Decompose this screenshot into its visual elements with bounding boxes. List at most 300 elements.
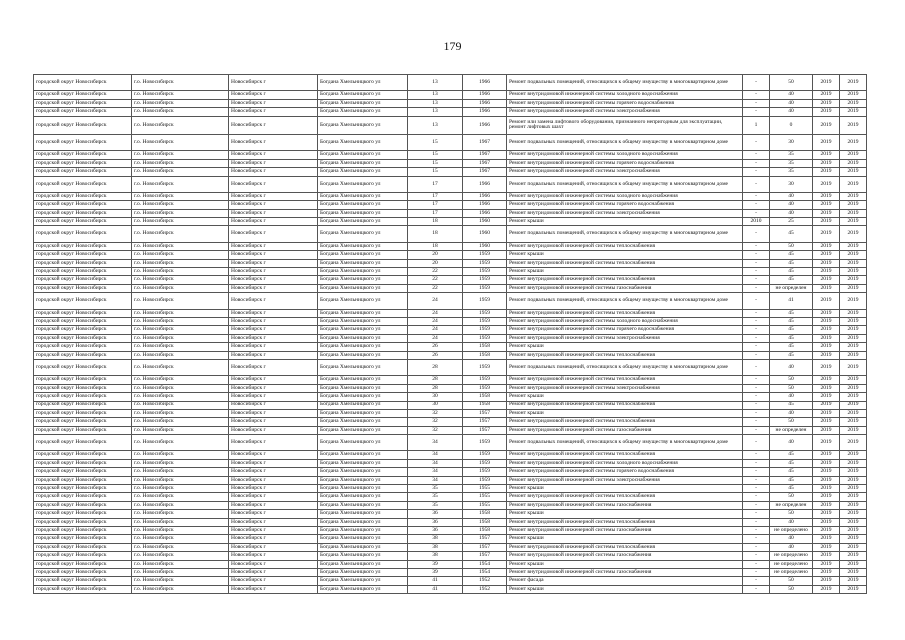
work-type-cell: Ремонт крыши (507, 485, 743, 493)
table-row (34, 293, 867, 309)
house-number-cell: 38 (408, 535, 463, 543)
plan-start-year-cell: 2019 (813, 309, 840, 317)
work-type-cell: Ремонт подвальных помещений, относящихся к общему имуществу в многоквартирном доме (507, 226, 743, 242)
work-type-cell: Ремонт внутридомовой инженерной системы холодного водоснабжения (507, 151, 743, 159)
work-type-cell: Ремонт внутридомовой инженерной системы холодного водоснабжения (507, 91, 743, 99)
street-cell: Богдана Хмельницкого ул (318, 543, 408, 551)
table-row (34, 309, 867, 317)
build-year-cell: 1957 (463, 409, 507, 417)
build-year-cell: 1960 (463, 218, 507, 226)
city-cell: Новосибирск г (229, 309, 318, 317)
plan-start-year-cell: 2019 (813, 468, 840, 476)
build-year-cell: 1959 (463, 468, 507, 476)
municipality-cell: г.о. Новосибирск (132, 209, 229, 217)
last-repair-cell: - (743, 535, 770, 543)
city-cell: Новосибирск г (229, 91, 318, 99)
plan-start-year-cell: 2019 (813, 134, 840, 150)
plan-start-year-cell: 2019 (813, 218, 840, 226)
city-cell: Новосибирск г (229, 176, 318, 192)
district-cell: городской округ Новосибирск (34, 476, 132, 484)
wear-cell: 40 (770, 435, 813, 451)
street-cell: Богдана Хмельницкого ул (318, 485, 408, 493)
build-year-cell: 1958 (463, 351, 507, 359)
work-type-cell: Ремонт внутридомовой инженерной системы газоснабжения (507, 284, 743, 292)
build-year-cell: 1966 (463, 192, 507, 200)
build-year-cell: 1960 (463, 226, 507, 242)
work-type-cell: Ремонт внутридомовой инженерной системы теплоснабжения (507, 276, 743, 284)
house-number-cell: 13 (408, 108, 463, 116)
wear-cell: 40 (770, 535, 813, 543)
municipality-cell: г.о. Новосибирск (132, 192, 229, 200)
work-type-cell: Ремонт внутридомовой инженерной системы холодного водоснабжения (507, 317, 743, 325)
municipality-cell: г.о. Новосибирск (132, 317, 229, 325)
table-row (34, 518, 867, 526)
build-year-cell: 1958 (463, 526, 507, 534)
city-cell: Новосибирск г (229, 226, 318, 242)
city-cell: Новосибирск г (229, 376, 318, 384)
city-cell: Новосибирск г (229, 435, 318, 451)
work-type-cell: Ремонт крыши (507, 510, 743, 518)
work-type-cell: Ремонт крыши (507, 535, 743, 543)
plan-start-year-cell: 2019 (813, 176, 840, 192)
plan-start-year-cell: 2019 (813, 476, 840, 484)
plan-start-year-cell: 2019 (813, 543, 840, 551)
table-row (34, 501, 867, 509)
work-type-cell: Ремонт внутридомовой инженерной системы газоснабжения (507, 526, 743, 534)
table-row (34, 568, 867, 576)
district-cell: городской округ Новосибирск (34, 201, 132, 209)
wear-cell: 35 (770, 159, 813, 167)
table-row (34, 393, 867, 401)
house-number-cell: 18 (408, 242, 463, 250)
street-cell: Богдана Хмельницкого ул (318, 116, 408, 134)
street-cell: Богдана Хмельницкого ул (318, 268, 408, 276)
municipality-cell: г.о. Новосибирск (132, 468, 229, 476)
municipality-cell: г.о. Новосибирск (132, 176, 229, 192)
plan-start-year-cell: 2019 (813, 201, 840, 209)
city-cell: Новосибирск г (229, 485, 318, 493)
last-repair-cell: - (743, 468, 770, 476)
last-repair-cell: - (743, 568, 770, 576)
last-repair-cell: - (743, 201, 770, 209)
municipality-cell: г.о. Новосибирск (132, 585, 229, 593)
wear-cell: не определен (770, 284, 813, 292)
city-cell: Новосибирск г (229, 209, 318, 217)
plan-start-year-cell: 2019 (813, 485, 840, 493)
build-year-cell: 1959 (463, 259, 507, 267)
plan-end-year-cell: 2019 (840, 560, 867, 568)
wear-cell: 35 (770, 151, 813, 159)
plan-start-year-cell: 2019 (813, 401, 840, 409)
wear-cell: 41 (770, 293, 813, 309)
plan-end-year-cell: 2019 (840, 242, 867, 250)
build-year-cell: 1959 (463, 376, 507, 384)
last-repair-cell: - (743, 476, 770, 484)
district-cell: городской округ Новосибирск (34, 526, 132, 534)
district-cell: городской округ Новосибирск (34, 168, 132, 176)
plan-start-year-cell: 2019 (813, 276, 840, 284)
plan-end-year-cell: 2019 (840, 418, 867, 426)
table-row (34, 376, 867, 384)
street-cell: Богдана Хмельницкого ул (318, 259, 408, 267)
last-repair-cell: - (743, 75, 770, 91)
district-cell: городской округ Новосибирск (34, 91, 132, 99)
work-type-cell: Ремонт внутридомовой инженерной системы горячего водоснабжения (507, 326, 743, 334)
city-cell: Новосибирск г (229, 343, 318, 351)
street-cell: Богдана Хмельницкого ул (318, 226, 408, 242)
plan-start-year-cell: 2019 (813, 451, 840, 459)
wear-cell: не определено (770, 552, 813, 560)
city-cell: Новосибирск г (229, 151, 318, 159)
last-repair-cell: - (743, 108, 770, 116)
district-cell: городской округ Новосибирск (34, 535, 132, 543)
street-cell: Богдана Хмельницкого ул (318, 476, 408, 484)
build-year-cell: 1959 (463, 451, 507, 459)
street-cell: Богдана Хмельницкого ул (318, 192, 408, 200)
wear-cell: 40 (770, 192, 813, 200)
wear-cell: 50 (770, 242, 813, 250)
table-row (34, 585, 867, 593)
build-year-cell: 1954 (463, 568, 507, 576)
plan-start-year-cell: 2019 (813, 293, 840, 309)
table-row (34, 510, 867, 518)
build-year-cell: 1958 (463, 343, 507, 351)
build-year-cell: 1959 (463, 317, 507, 325)
wear-cell: 45 (770, 276, 813, 284)
wear-cell: 40 (770, 393, 813, 401)
city-cell: Новосибирск г (229, 426, 318, 434)
municipality-cell: г.о. Новосибирск (132, 251, 229, 259)
street-cell: Богдана Хмельницкого ул (318, 75, 408, 91)
plan-start-year-cell: 2019 (813, 259, 840, 267)
work-type-cell: Ремонт внутридомовой инженерной системы электроснабжения (507, 334, 743, 342)
build-year-cell: 1959 (463, 284, 507, 292)
district-cell: городской округ Новосибирск (34, 493, 132, 501)
build-year-cell: 1959 (463, 359, 507, 375)
municipality-cell: г.о. Новосибирск (132, 459, 229, 467)
work-type-cell: Ремонт внутридомовой инженерной системы газоснабжения (507, 501, 743, 509)
plan-end-year-cell: 2019 (840, 91, 867, 99)
house-number-cell: 35 (408, 501, 463, 509)
table-row (34, 409, 867, 417)
table-row (34, 343, 867, 351)
house-number-cell: 18 (408, 226, 463, 242)
plan-end-year-cell: 2019 (840, 384, 867, 392)
build-year-cell: 1966 (463, 176, 507, 192)
last-repair-cell: - (743, 552, 770, 560)
table-row (34, 493, 867, 501)
municipality-cell: г.о. Новосибирск (132, 526, 229, 534)
build-year-cell: 1966 (463, 75, 507, 91)
city-cell: Новосибирск г (229, 326, 318, 334)
wear-cell: 45 (770, 343, 813, 351)
city-cell: Новосибирск г (229, 526, 318, 534)
plan-start-year-cell: 2019 (813, 317, 840, 325)
house-number-cell: 24 (408, 293, 463, 309)
plan-start-year-cell: 2019 (813, 393, 840, 401)
street-cell: Богдана Хмельницкого ул (318, 159, 408, 167)
house-number-cell: 38 (408, 543, 463, 551)
work-type-cell: Ремонт внутридомовой инженерной системы теплоснабжения (507, 351, 743, 359)
plan-start-year-cell: 2019 (813, 284, 840, 292)
house-number-cell: 24 (408, 317, 463, 325)
table-row (34, 276, 867, 284)
wear-cell: 45 (770, 485, 813, 493)
build-year-cell: 1958 (463, 510, 507, 518)
last-repair-cell: - (743, 334, 770, 342)
plan-start-year-cell: 2019 (813, 343, 840, 351)
work-type-cell: Ремонт внутридомовой инженерной системы электроснабжения (507, 476, 743, 484)
wear-cell: 45 (770, 251, 813, 259)
table-row (34, 226, 867, 242)
plan-end-year-cell: 2019 (840, 259, 867, 267)
table-row (34, 268, 867, 276)
district-cell: городской округ Новосибирск (34, 418, 132, 426)
city-cell: Новосибирск г (229, 518, 318, 526)
build-year-cell: 1967 (463, 168, 507, 176)
last-repair-cell: - (743, 209, 770, 217)
build-year-cell: 1952 (463, 585, 507, 593)
municipality-cell: г.о. Новосибирск (132, 293, 229, 309)
plan-start-year-cell: 2019 (813, 268, 840, 276)
plan-end-year-cell: 2019 (840, 493, 867, 501)
last-repair-cell: 2010 (743, 218, 770, 226)
plan-end-year-cell: 2019 (840, 459, 867, 467)
plan-end-year-cell: 2019 (840, 351, 867, 359)
wear-cell: не определено (770, 568, 813, 576)
table-row (34, 577, 867, 585)
build-year-cell: 1959 (463, 476, 507, 484)
district-cell: городской округ Новосибирск (34, 151, 132, 159)
district-cell: городской округ Новосибирск (34, 276, 132, 284)
street-cell: Богдана Хмельницкого ул (318, 426, 408, 434)
plan-end-year-cell: 2019 (840, 535, 867, 543)
plan-end-year-cell: 2019 (840, 99, 867, 107)
work-type-cell: Ремонт внутридомовой инженерной системы газоснабжения (507, 426, 743, 434)
city-cell: Новосибирск г (229, 192, 318, 200)
plan-start-year-cell: 2019 (813, 518, 840, 526)
street-cell: Богдана Хмельницкого ул (318, 451, 408, 459)
work-type-cell: Ремонт внутридомовой инженерной системы горячего водоснабжения (507, 468, 743, 476)
district-cell: городской округ Новосибирск (34, 401, 132, 409)
table-row (34, 108, 867, 116)
house-number-cell: 13 (408, 99, 463, 107)
last-repair-cell: - (743, 276, 770, 284)
plan-start-year-cell: 2019 (813, 577, 840, 585)
district-cell: городской округ Новосибирск (34, 577, 132, 585)
city-cell: Новосибирск г (229, 459, 318, 467)
plan-end-year-cell: 2019 (840, 409, 867, 417)
plan-end-year-cell: 2019 (840, 209, 867, 217)
plan-end-year-cell: 2019 (840, 510, 867, 518)
district-cell: городской округ Новосибирск (34, 409, 132, 417)
wear-cell: 50 (770, 493, 813, 501)
district-cell: городской округ Новосибирск (34, 159, 132, 167)
table-row (34, 317, 867, 325)
house-number-cell: 26 (408, 343, 463, 351)
table-row (34, 351, 867, 359)
city-cell: Новосибирск г (229, 259, 318, 267)
last-repair-cell: - (743, 242, 770, 250)
street-cell: Богдана Хмельницкого ул (318, 99, 408, 107)
last-repair-cell: - (743, 459, 770, 467)
city-cell: Новосибирск г (229, 501, 318, 509)
plan-end-year-cell: 2019 (840, 468, 867, 476)
house-number-cell: 38 (408, 552, 463, 560)
plan-start-year-cell: 2019 (813, 568, 840, 576)
work-type-cell: Ремонт внутридомовой инженерной системы теплоснабжения (507, 493, 743, 501)
table-row (34, 218, 867, 226)
work-type-cell: Ремонт внутридомовой инженерной системы горячего водоснабжения (507, 159, 743, 167)
build-year-cell: 1959 (463, 268, 507, 276)
house-number-cell: 22 (408, 284, 463, 292)
wear-cell: 50 (770, 418, 813, 426)
street-cell: Богдана Хмельницкого ул (318, 359, 408, 375)
build-year-cell: 1959 (463, 334, 507, 342)
build-year-cell: 1959 (463, 435, 507, 451)
city-cell: Новосибирск г (229, 293, 318, 309)
table-row (34, 151, 867, 159)
municipality-cell: г.о. Новосибирск (132, 91, 229, 99)
city-cell: Новосибирск г (229, 393, 318, 401)
street-cell: Богдана Хмельницкого ул (318, 552, 408, 560)
plan-end-year-cell: 2019 (840, 543, 867, 551)
district-cell: городской округ Новосибирск (34, 560, 132, 568)
district-cell: городской округ Новосибирск (34, 284, 132, 292)
street-cell: Богдана Хмельницкого ул (318, 409, 408, 417)
city-cell: Новосибирск г (229, 585, 318, 593)
street-cell: Богдана Хмельницкого ул (318, 493, 408, 501)
district-cell: городской округ Новосибирск (34, 309, 132, 317)
house-number-cell: 24 (408, 334, 463, 342)
last-repair-cell: - (743, 384, 770, 392)
last-repair-cell: - (743, 451, 770, 459)
house-number-cell: 34 (408, 476, 463, 484)
municipality-cell: г.о. Новосибирск (132, 409, 229, 417)
house-number-cell: 41 (408, 577, 463, 585)
work-type-cell: Ремонт крыши (507, 218, 743, 226)
work-type-cell: Ремонт крыши (507, 343, 743, 351)
work-type-cell: Ремонт крыши (507, 251, 743, 259)
house-number-cell: 17 (408, 176, 463, 192)
build-year-cell: 1958 (463, 401, 507, 409)
work-type-cell: Ремонт внутридомовой инженерной системы электроснабжения (507, 209, 743, 217)
house-number-cell: 15 (408, 134, 463, 150)
work-type-cell: Ремонт внутридомовой инженерной системы газоснабжения (507, 568, 743, 576)
house-number-cell: 30 (408, 393, 463, 401)
street-cell: Богдана Хмельницкого ул (318, 151, 408, 159)
last-repair-cell: - (743, 585, 770, 593)
city-cell: Новосибирск г (229, 242, 318, 250)
municipality-cell: г.о. Новосибирск (132, 418, 229, 426)
wear-cell: 30 (770, 134, 813, 150)
plan-end-year-cell: 2019 (840, 393, 867, 401)
plan-end-year-cell: 2019 (840, 284, 867, 292)
district-cell: городской округ Новосибирск (34, 435, 132, 451)
city-cell: Новосибирск г (229, 552, 318, 560)
city-cell: Новосибирск г (229, 168, 318, 176)
plan-start-year-cell: 2019 (813, 91, 840, 99)
last-repair-cell: - (743, 134, 770, 150)
house-number-cell: 26 (408, 351, 463, 359)
plan-end-year-cell: 2019 (840, 317, 867, 325)
district-cell: городской округ Новосибирск (34, 108, 132, 116)
last-repair-cell: - (743, 192, 770, 200)
district-cell: городской округ Новосибирск (34, 218, 132, 226)
plan-end-year-cell: 2019 (840, 176, 867, 192)
street-cell: Богдана Хмельницкого ул (318, 384, 408, 392)
build-year-cell: 1957 (463, 426, 507, 434)
work-type-cell: Ремонт внутридомовой инженерной системы холодного водоснабжения (507, 192, 743, 200)
last-repair-cell: - (743, 99, 770, 107)
plan-end-year-cell: 2019 (840, 326, 867, 334)
last-repair-cell: - (743, 176, 770, 192)
house-number-cell: 36 (408, 526, 463, 534)
municipality-cell: г.о. Новосибирск (132, 334, 229, 342)
table-row (34, 91, 867, 99)
wear-cell: 40 (770, 201, 813, 209)
table-row (34, 468, 867, 476)
table-row (34, 560, 867, 568)
city-cell: Новосибирск г (229, 251, 318, 259)
house-number-cell: 22 (408, 276, 463, 284)
wear-cell: 50 (770, 376, 813, 384)
build-year-cell: 1957 (463, 418, 507, 426)
municipality-cell: г.о. Новосибирск (132, 351, 229, 359)
street-cell: Богдана Хмельницкого ул (318, 284, 408, 292)
house-number-cell: 28 (408, 384, 463, 392)
build-year-cell: 1954 (463, 560, 507, 568)
plan-start-year-cell: 2019 (813, 159, 840, 167)
house-number-cell: 32 (408, 409, 463, 417)
last-repair-cell: - (743, 577, 770, 585)
plan-start-year-cell: 2019 (813, 435, 840, 451)
work-type-cell: Ремонт внутридомовой инженерной системы теплоснабжения (507, 376, 743, 384)
street-cell: Богдана Хмельницкого ул (318, 459, 408, 467)
build-year-cell: 1959 (463, 251, 507, 259)
district-cell: городской округ Новосибирск (34, 510, 132, 518)
street-cell: Богдана Хмельницкого ул (318, 309, 408, 317)
house-number-cell: 24 (408, 309, 463, 317)
city-cell: Новосибирск г (229, 75, 318, 91)
work-type-cell: Ремонт внутридомовой инженерной системы электроснабжения (507, 108, 743, 116)
plan-start-year-cell: 2019 (813, 535, 840, 543)
street-cell: Богдана Хмельницкого ул (318, 393, 408, 401)
table-row (34, 384, 867, 392)
last-repair-cell: - (743, 317, 770, 325)
street-cell: Богдана Хмельницкого ул (318, 168, 408, 176)
municipality-cell: г.о. Новосибирск (132, 159, 229, 167)
house-number-cell: 17 (408, 209, 463, 217)
table-row (34, 99, 867, 107)
plan-end-year-cell: 2019 (840, 568, 867, 576)
table-row (34, 259, 867, 267)
build-year-cell: 1966 (463, 201, 507, 209)
city-cell: Новосибирск г (229, 116, 318, 134)
municipality-cell: г.о. Новосибирск (132, 435, 229, 451)
build-year-cell: 1957 (463, 535, 507, 543)
municipality-cell: г.о. Новосибирск (132, 401, 229, 409)
work-type-cell: Ремонт крыши (507, 268, 743, 276)
work-type-cell: Ремонт внутридомовой инженерной системы электроснабжения (507, 384, 743, 392)
plan-end-year-cell: 2019 (840, 518, 867, 526)
street-cell: Богдана Хмельницкого ул (318, 351, 408, 359)
street-cell: Богдана Хмельницкого ул (318, 134, 408, 150)
last-repair-cell: - (743, 226, 770, 242)
build-year-cell: 1958 (463, 518, 507, 526)
wear-cell: 45 (770, 259, 813, 267)
district-cell: городской округ Новосибирск (34, 359, 132, 375)
